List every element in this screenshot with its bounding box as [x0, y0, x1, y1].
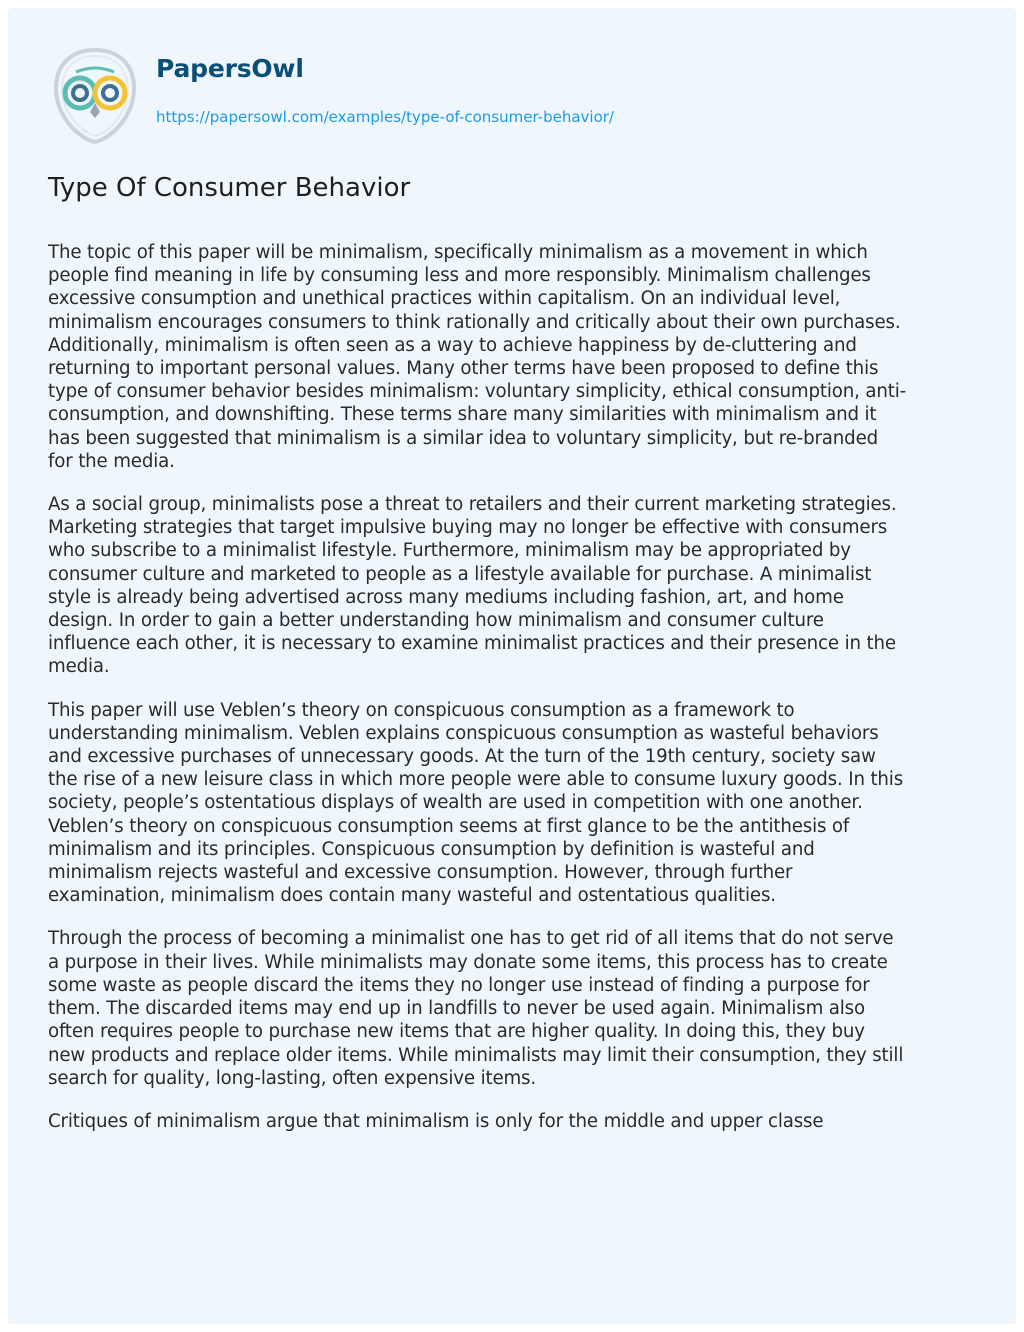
- text-line: a purpose in their lives. While minimalists may donate some items, this process has to create: [48, 951, 888, 973]
- source-url-link[interactable]: https://papersowl.com/examples/type-of-consumer-behavior/: [156, 108, 614, 126]
- text-line: As a social group, minimalists pose a threat to retailers and their current marketing strategies.: [48, 494, 897, 516]
- text-line: search for quality, long-lasting, often expensive items.: [48, 1067, 537, 1089]
- text-line: style is already being advertised across many mediums including fashion, art, and home: [48, 586, 844, 608]
- paragraph-1: [48, 241, 992, 473]
- page-title: Type Of Consumer Behavior: [48, 173, 411, 203]
- owl-logo-icon: [52, 46, 138, 146]
- text-line: Critiques of minimalism argue that minimalism is only for the middle and upper classe: [48, 1110, 824, 1132]
- paragraph-2: [48, 493, 992, 679]
- text-line: excessive consumption and unethical practices within capitalism. On an individual level,: [48, 288, 841, 310]
- text-line: who subscribe to a minimalist lifestyle. Furthermore, minimalism may be appropriated by: [48, 540, 851, 562]
- paragraph-4: [48, 927, 992, 1089]
- text-line: them. The discarded items may end up in landfills to never be used again. Minimalism also: [48, 998, 865, 1020]
- text-line: society, people’s ostentatious displays of wealth are used in competition with one another.: [48, 792, 863, 814]
- brand-header: [52, 46, 952, 146]
- text-line: for the media.: [48, 450, 175, 472]
- text-line: media.: [48, 656, 110, 678]
- text-line: consumer culture and marketed to people as a lifestyle available for purchase. A minimalist: [48, 563, 872, 585]
- text-line: understanding minimalism. Veblen explains conspicuous consumption as wasteful behaviors: [48, 722, 879, 744]
- text-line: design. In order to gain a better understanding how minimalism and consumer culture: [48, 610, 824, 632]
- document-card: [8, 8, 1016, 1324]
- text-line: consumption, and downshifting. These terms share many similarities with minimalism and it: [48, 404, 877, 426]
- text-line: This paper will use Veblen’s theory on conspicuous consumption as a framework to: [48, 699, 795, 721]
- text-line: Marketing strategies that target impulsive buying may no longer be effective with consumers: [48, 517, 888, 539]
- paragraph-3: [48, 699, 992, 908]
- text-line: often requires people to purchase new items that are higher quality. In doing this, they buy: [48, 1021, 865, 1043]
- text-line: type of consumer behavior besides minimalism: voluntary simplicity, ethical consumption, anti-: [48, 381, 907, 403]
- essay-body: [48, 241, 992, 1153]
- text-line: minimalism and its principles. Conspicuous consumption by definition is wasteful and: [48, 838, 815, 860]
- text-line: minimalism rejects wasteful and excessive consumption. However, through further: [48, 862, 793, 884]
- text-line: some waste as people discard the items they no longer use instead of finding a purpose for: [48, 974, 870, 996]
- text-line: returning to important personal values. Many other terms have been proposed to define this: [48, 358, 879, 380]
- text-line: Additionally, minimalism is often seen as a way to achieve happiness by de-cluttering and: [48, 334, 857, 356]
- text-line: Veblen’s theory on conspicuous consumption seems at first glance to be the antithesis of: [48, 815, 850, 837]
- text-line: new products and replace older items. While minimalists may limit their consumption, they still: [48, 1044, 904, 1066]
- text-line: minimalism encourages consumers to think rationally and critically about their own purchases.: [48, 311, 901, 333]
- text-line: influence each other, it is necessary to examine minimalist practices and their presence in the: [48, 633, 896, 655]
- brand-name: PapersOwl: [156, 54, 304, 83]
- text-line: examination, minimalism does contain many wasteful and ostentatious qualities.: [48, 885, 776, 907]
- text-line: and excessive purchases of unnecessary goods. At the turn of the 19th century, society saw: [48, 746, 876, 768]
- text-line: has been suggested that minimalism is a similar idea to voluntary simplicity, but re-branded: [48, 427, 879, 449]
- text-line: Through the process of becoming a minimalist one has to get rid of all items that do not serve: [48, 928, 894, 950]
- text-line: The topic of this paper will be minimalism, specifically minimalism as a movement in which: [48, 242, 868, 263]
- paragraph-5: [48, 1110, 992, 1133]
- text-line: people find meaning in life by consuming less and more responsibly. Minimalism challenges: [48, 265, 871, 287]
- text-line: the rise of a new leisure class in which more people were able to consume luxury goods. In this: [48, 769, 904, 791]
